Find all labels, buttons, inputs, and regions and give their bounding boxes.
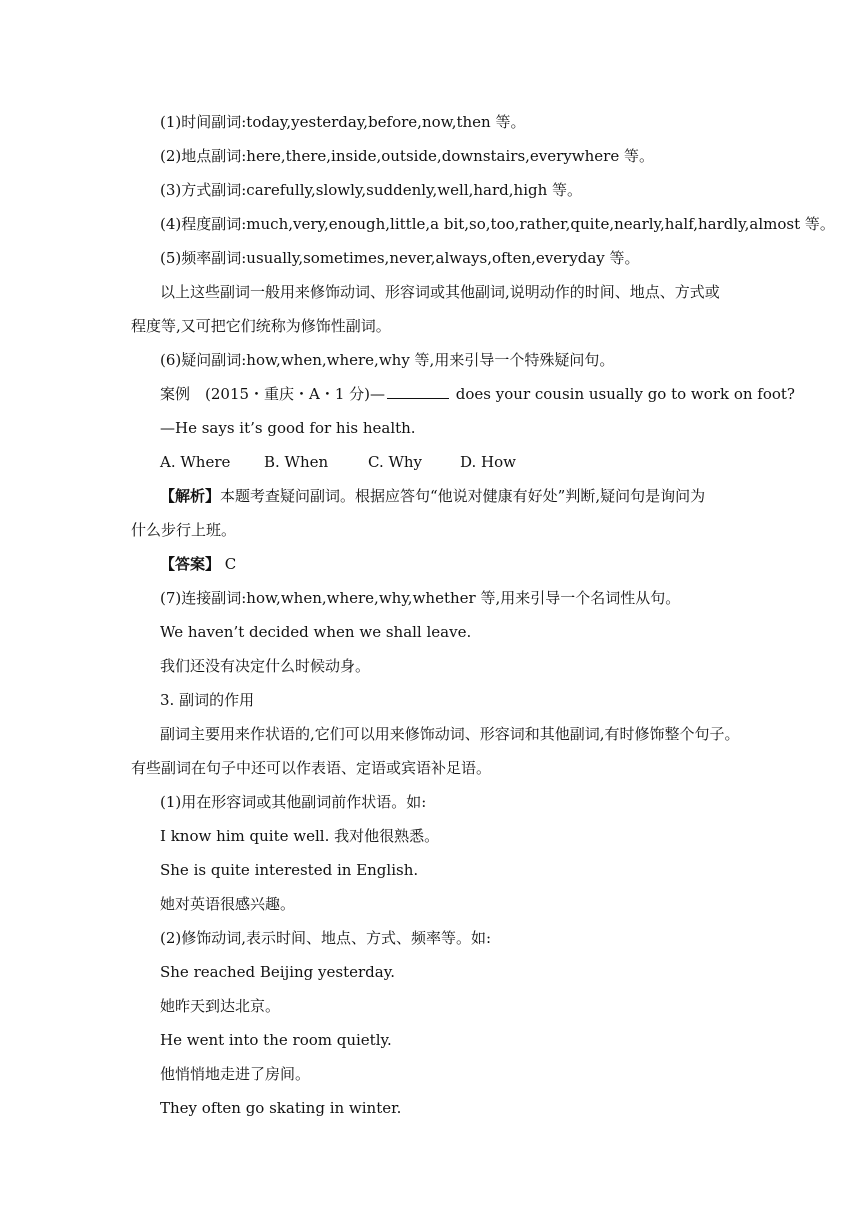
function-example-5-en: They often go skating in winter. [160,1099,402,1117]
example-prefix: 案例 (2015・重庆・A・1 分)— [160,385,386,403]
answer-line [160,554,236,574]
function-intro-line-2: 有些副词在句子中还可以作表语、定语或宾语补足语。 [131,759,492,777]
function-intro-line-1: 副词主要用来作状语的,它们可以用来修饰动词、形容词和其他副词,有时修饰整个句子。 [160,725,740,743]
function-example-1: I know him quite well. 我对他很熟悉。 [160,827,440,845]
function-example-2-zh: 她对英语很感兴趣。 [160,895,296,913]
answer-value: C [220,555,237,573]
function-rule-2: (2)修饰动词,表示时间、地点、方式、频率等。如: [160,929,492,947]
example-options [160,452,516,472]
option-d: D. How [460,453,516,471]
section-heading: 3. 副词的作用 [160,691,255,709]
analysis-tag: 【解析】 [160,487,221,505]
option-a: A. Where [160,453,231,471]
conjunctive-example-zh: 我们还没有决定什么时候动身。 [160,657,371,675]
manner-adverbs-line: (3)方式副词:carefully,slowly,suddenly,well,hard,high 等。 [160,181,583,199]
summary-line-2: 程度等,又可把它们统称为修饰性副词。 [131,317,391,335]
example-answer-line: —He says it’s good for his health. [160,419,416,437]
frequency-adverbs-line: (5)频率副词:usually,sometimes,never,always,often,everyday 等。 [160,249,640,267]
option-c: C. Why [368,453,423,471]
example-question-rest: does your cousin usually go to work on foot? [451,385,795,403]
summary-line-1: 以上这些副词一般用来修饰动词、形容词或其他副词,说明动作的时间、地点、方式或 [160,283,720,301]
function-example-4-en: He went into the room quietly. [160,1031,392,1049]
analysis-text: 本题考查疑问副词。根据应答句“他说对健康有好处”判断,疑问句是询问为 [220,487,706,505]
time-adverbs-line: (1)时间副词:today,yesterday,before,now,then 等。 [160,113,526,131]
interrogative-adverbs-line: (6)疑问副词:how,when,where,why 等,用来引导一个特殊疑问句。 [160,351,615,369]
function-example-3-en: She reached Beijing yesterday. [160,963,395,981]
degree-adverbs-line: (4)程度副词:much,very,enough,little,a bit,so,too,rather,quite,nearly,half,hardly,almost 等。 [160,215,835,233]
analysis-line-1 [160,486,705,506]
analysis-line-2: 什么步行上班。 [131,521,237,539]
function-example-4-zh: 他悄悄地走进了房间。 [160,1065,311,1083]
example-question [160,384,795,404]
function-rule-1: (1)用在形容词或其他副词前作状语。如: [160,793,427,811]
answer-tag: 【答案】 [160,555,221,573]
option-b: B. When [264,453,329,471]
answer-blank [387,384,449,399]
conjunctive-example-en: We haven’t decided when we shall leave. [160,623,472,641]
function-example-3-zh: 她昨天到达北京。 [160,997,281,1015]
place-adverbs-line: (2)地点副词:here,there,inside,outside,downstairs,everywhere 等。 [160,147,654,165]
conjunctive-adverbs-line: (7)连接副词:how,when,where,why,whether 等,用来引导一个名词性从句。 [160,589,681,607]
function-example-2-en: She is quite interested in English. [160,861,419,879]
